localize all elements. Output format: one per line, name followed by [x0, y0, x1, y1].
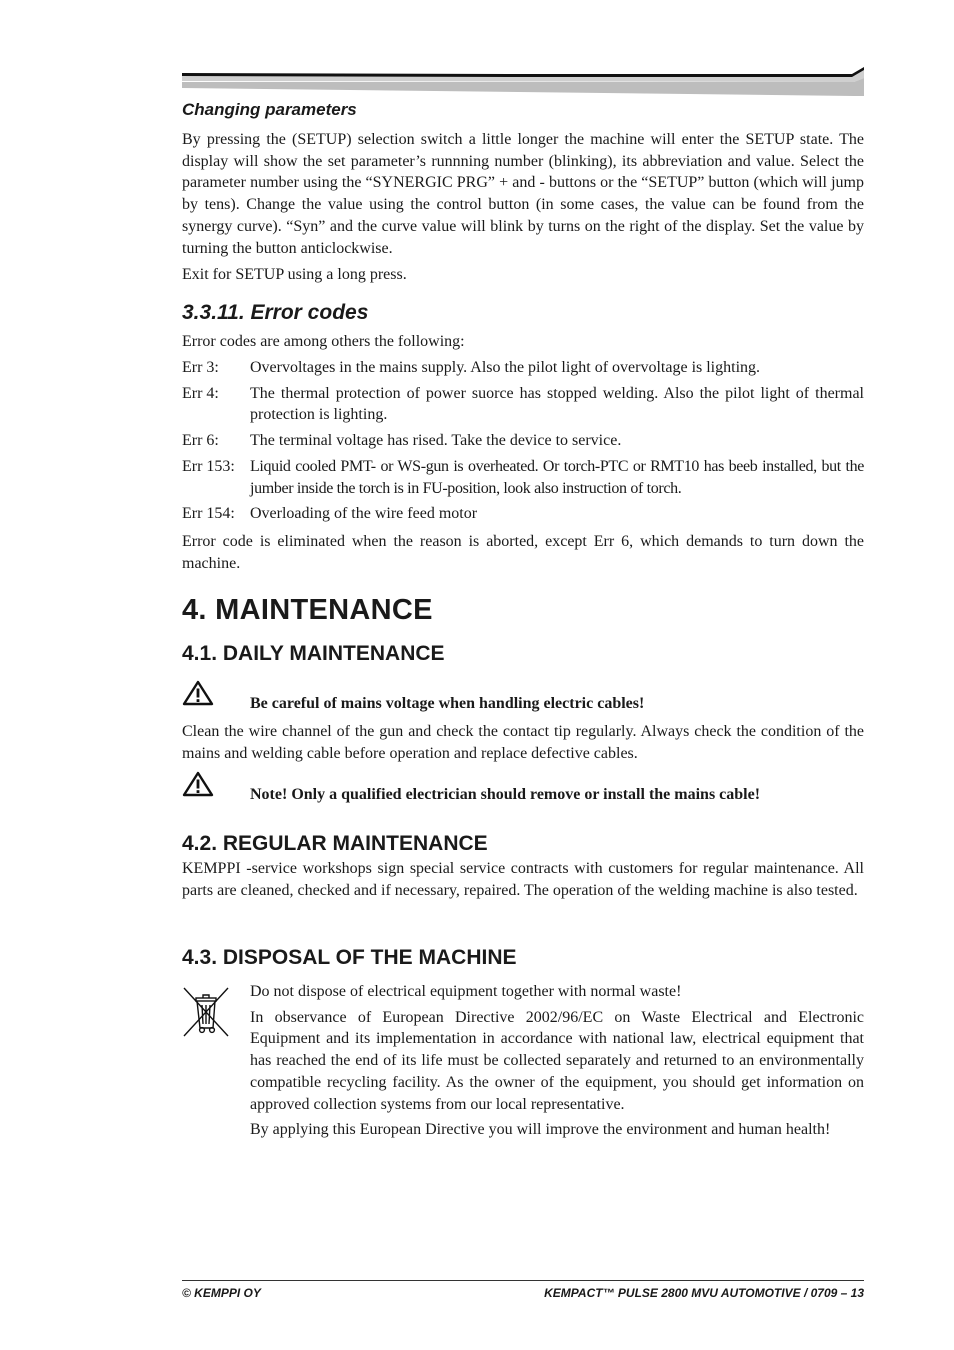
section-heading-changing-parameters: Changing parameters: [182, 100, 357, 119]
section-heading-daily-maintenance: 4.1. DAILY MAINTENANCE: [182, 642, 445, 665]
warning-text: Be careful of mains voltage when handling electric cables!: [250, 694, 645, 712]
warning-qualified-electrician: [182, 771, 864, 802]
error-code-description: Overvoltages in the mains supply. Also the pilot light of overvoltage is lighting.: [250, 359, 761, 376]
paragraph-exit-setup: Exit for SETUP using a long press.: [182, 266, 407, 283]
footer-rule: [182, 1280, 864, 1281]
error-code-label: Err 6:: [182, 432, 219, 450]
section-heading-regular-maintenance: 4.2. REGULAR MAINTENANCE: [182, 832, 488, 855]
error-code-description: The terminal voltage has rised. Take the device to service.: [250, 432, 622, 450]
error-code-description: Liquid cooled PMT- or WS-gun is overheated. Or torch-PTC or RMT10 has beeb installed, but the jumber inside the torch is in FU-position, look also instruction of torch.: [250, 457, 864, 497]
paragraph-disposal-3: By applying this European Directive you will improve the environment and human health!: [250, 1121, 831, 1139]
paragraph-setup-instructions: By pressing the (SETUP) selection switch a little longer the machine will enter the SETUP state. The display will show the set parameter’s runnning number (blinking), its abbreviation and value. Select the parameter number using the “SYNERGIC PRG” + and - buttons or the “SETUP” button (which will jump by tens). Change the value using the control button (in some cases, the value can be found from the synergy curve). “Syn” and the curve value will blink by turns on the right of the display. Set the value by turning the button anticlockwise.: [182, 131, 864, 257]
error-code-label: Err 4:: [182, 384, 219, 402]
chapter-heading-maintenance: 4. MAINTENANCE: [182, 594, 433, 626]
warning-text: Note! Only a qualified electrician should remove or install the mains cable!: [250, 785, 761, 803]
section-heading-disposal: 4.3. DISPOSAL OF THE MACHINE: [182, 946, 517, 969]
paragraph-disposal-2: In observance of European Directive 2002/96/EC on Waste Electrical and Electronic Equipment and its implementation in accordance with national law, electrical equipment that has reached the end of its life must be collected separately and returned to an environmentally compatible recycling facility. As the owner of the equipment, you should get information on approved collection systems from our local representative.: [250, 1008, 864, 1113]
error-code-description: Overloading of the wire feed motor: [250, 505, 478, 523]
page-footer: [182, 1286, 864, 1300]
error-code-label: Err 153:: [182, 457, 235, 475]
error-code-label: Err 154:: [182, 505, 235, 523]
crossed-out-bin-icon: [182, 986, 230, 1043]
error-code-label: Err 3:: [182, 359, 219, 376]
paragraph-error-intro: Error codes are among others the following:: [182, 333, 465, 350]
section-heading-error-codes: 3.3.11. Error codes: [182, 301, 369, 324]
header-bar: [182, 66, 864, 96]
error-code-item: [182, 503, 864, 525]
error-code-list: [182, 357, 864, 525]
paragraph-error-outro: Error code is eliminated when the reason is aborted, except Err 6, which demands to turn down the machine.: [182, 533, 864, 572]
error-code-description: The thermal protection of power suorce has stopped welding. Also the pilot light of thermal protection is lighting.: [250, 384, 864, 424]
error-code-item: [182, 357, 864, 379]
paragraph-regular-maintenance: KEMPPI -service workshops sign special service contracts with customers for regular maintenance. All parts are cleaned, checked and if necessary, repaired. The operation of the welding machine is also tested.: [182, 860, 864, 899]
footer-copyright: © KEMPPI OY: [182, 1286, 261, 1300]
paragraph-daily-maintenance: Clean the wire channel of the gun and check the contact tip regularly. Always check the condition of the mains and welding cable before operation and replace defective cables.: [182, 723, 864, 762]
error-code-item: [182, 383, 864, 426]
error-code-item: [182, 430, 864, 452]
disposal-text-block: [250, 981, 864, 1141]
paragraph-disposal-1: Do not dispose of electrical equipment together with normal waste!: [250, 983, 682, 1000]
warning-triangle-icon: [182, 680, 250, 711]
footer-document-id: KEMPACT™ PULSE 2800 MVU AUTOMOTIVE / 0709 – 13: [544, 1286, 864, 1300]
warning-mains-voltage: [182, 680, 864, 711]
warning-triangle-icon: [182, 771, 250, 802]
error-code-item: [182, 456, 864, 499]
